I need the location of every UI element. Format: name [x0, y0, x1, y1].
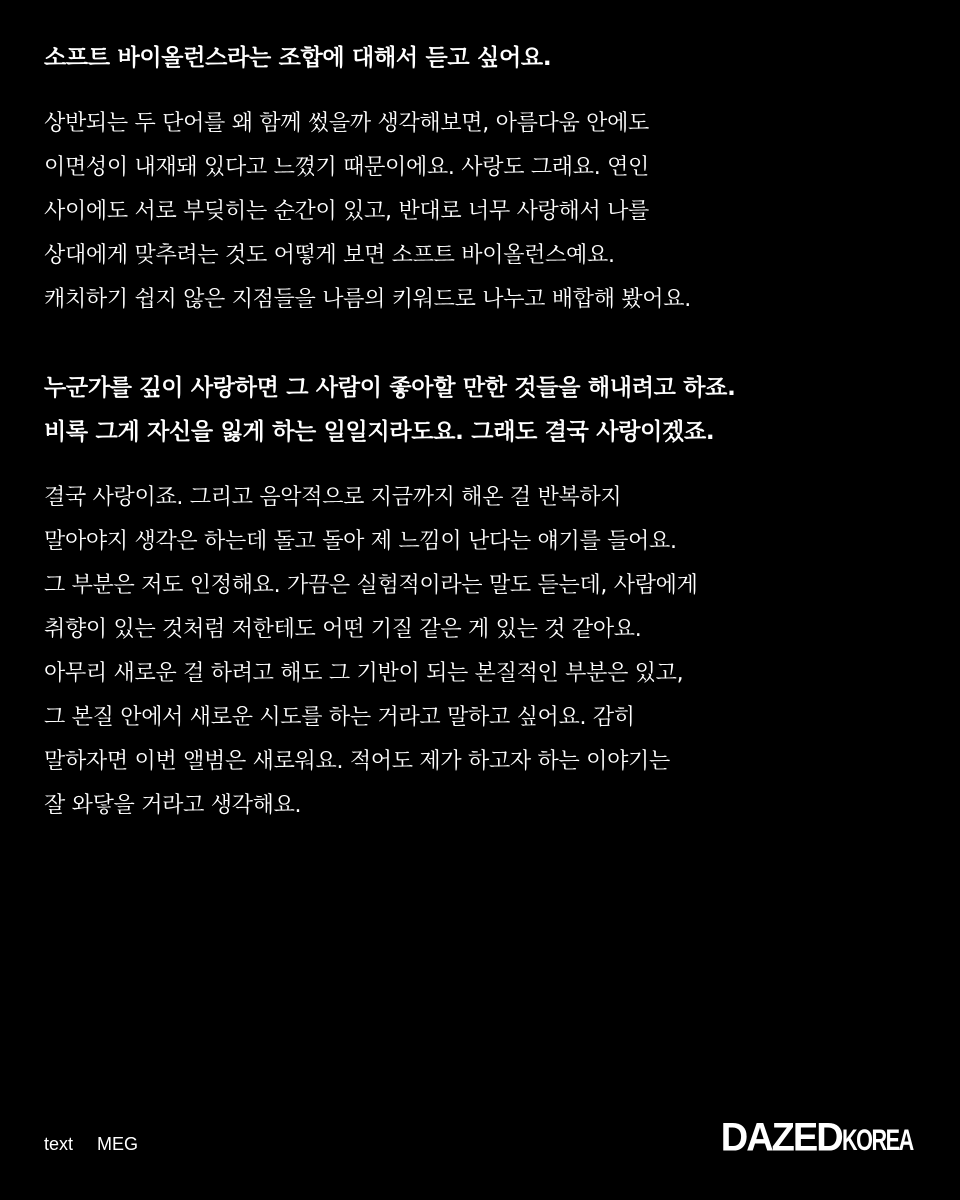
answer-1-line: 캐치하기 쉽지 않은 지점들을 나름의 키워드로 나누고 배합해 봤어요. [44, 287, 691, 312]
question-2-line: 누군가를 깊이 사랑하면 그 사람이 좋아할 만한 것들을 해내려고 하죠. [44, 375, 736, 401]
answer-2 [44, 476, 924, 828]
logo-sub-text: KOREA [841, 1124, 913, 1157]
answer-1 [44, 102, 924, 322]
answer-2-line: 말하자면 이번 앨범은 새로워요. 적어도 제가 하고자 하는 이야기는 [44, 749, 670, 774]
answer-2-line: 그 부분은 저도 인정해요. 가끔은 실험적이라는 말도 듣는데, 사람에게 [44, 573, 698, 598]
question-1 [44, 36, 924, 80]
answer-2-line: 잘 와닿을 거라고 생각해요. [44, 793, 302, 818]
credit-name: MEG [97, 1134, 139, 1154]
credit-label: text [44, 1134, 74, 1154]
credit [44, 1130, 162, 1158]
dazed-korea-logo [720, 1115, 916, 1166]
answer-2-line: 아무리 새로운 걸 하려고 해도 그 기반이 되는 본질적인 부분은 있고, [44, 661, 684, 686]
answer-2-line: 취향이 있는 것처럼 저한테도 어떤 기질 같은 게 있는 것 같아요. [44, 617, 642, 642]
answer-2-line: 말아야지 생각은 하는데 돌고 돌아 제 느낌이 난다는 얘기를 들어요. [44, 529, 677, 554]
answer-2-line: 그 본질 안에서 새로운 시도를 하는 거라고 말하고 싶어요. 감히 [44, 705, 635, 730]
answer-1-line: 사이에도 서로 부딪히는 순간이 있고, 반대로 너무 사랑해서 나를 [44, 199, 649, 224]
question-2 [44, 366, 924, 454]
answer-1-line: 상대에게 맞추려는 것도 어떻게 보면 소프트 바이올런스예요. [44, 243, 615, 268]
interview-body [44, 36, 924, 828]
answer-2-line: 결국 사랑이죠. 그리고 음악적으로 지금까지 해온 걸 반복하지 [44, 485, 622, 510]
answer-1-line: 상반되는 두 단어를 왜 함께 썼을까 생각해보면, 아름다움 안에도 [44, 111, 649, 136]
question-1-line: 소프트 바이올런스라는 조합에 대해서 듣고 싶어요. [44, 45, 552, 71]
question-2-line: 비록 그게 자신을 잃게 하는 일일지라도요. 그래도 결국 사랑이겠죠. [44, 419, 715, 445]
logo-main-text: DAZED [720, 1115, 842, 1161]
answer-1-line: 이면성이 내재돼 있다고 느꼈기 때문이에요. 사랑도 그래요. 연인 [44, 155, 649, 180]
